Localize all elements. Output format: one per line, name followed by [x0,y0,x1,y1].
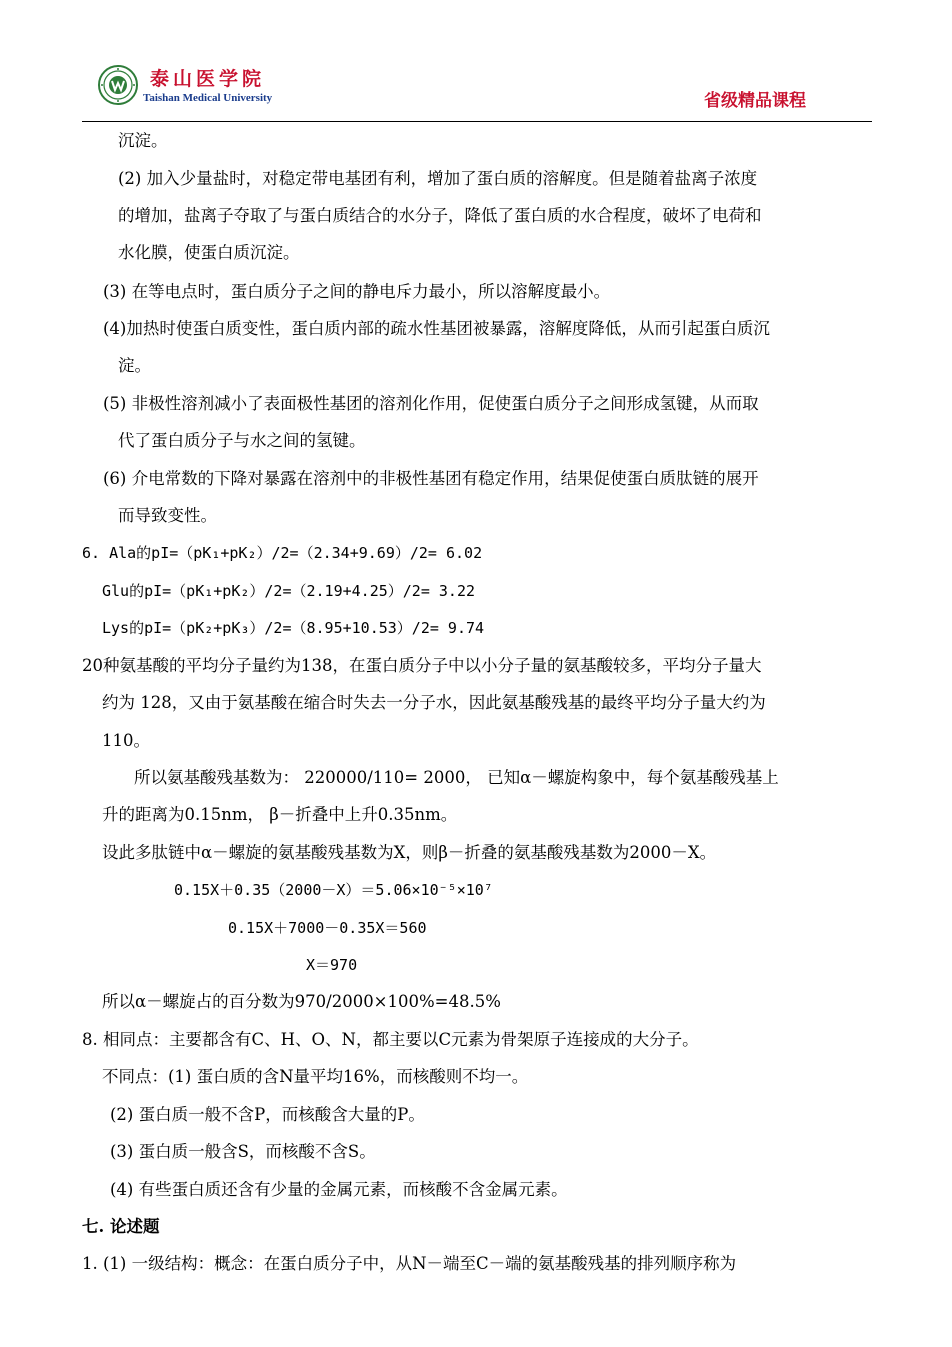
section-heading: 七. 论述题 [82,1217,160,1236]
text-line: 20种氨基酸的平均分子量约为138，在蛋白质分子中以小分子量的氨基酸较多，平均分子量大 [82,656,762,675]
text-line: 6. Ala的pI=（pK₁+pK₂）/2=（2.34+9.69）/2= 6.02 [82,544,483,562]
university-logo-icon [98,65,138,105]
school-name-en: Taishan Medical University [143,92,273,104]
equation-line: 0.15X＋0.35（2000－X）＝5.06×10⁻⁵×10⁷ [174,881,493,899]
text-line: Lys的pI=（pK₂+pK₃）/2=（8.95+10.53）/2= 9.74 [102,619,485,637]
text-line: 而导致变性。 [118,506,217,525]
text-line: 升的距离为0.15nm， β－折叠中上升0.35nm。 [102,805,458,824]
text-line: 所以α－螺旋占的百分数为970/2000×100%=48.5% [102,992,501,1011]
text-line: Glu的pI=（pK₁+pK₂）/2=（2.19+4.25）/2= 3.22 [102,582,476,600]
text-line: 约为 128，又由于氨基酸在缩合时失去一分子水，因此氨基酸残基的最终平均分子量大约为 [102,693,766,712]
text-line: (6) 介电常数的下降对暴露在溶剂中的非极性基团有稳定作用，结果促使蛋白质肽链的展开 [103,469,759,488]
page-header [0,0,952,124]
text-line: 不同点：(1) 蛋白质的含N量平均16%，而核酸则不均一。 [102,1067,529,1086]
equation-line: 0.15X＋7000－0.35X＝560 [228,919,427,937]
text-line: 淀。 [118,356,151,375]
text-line: 所以氨基酸残基数为： 220000/110= 2000， 已知α－螺旋构象中，每个氨基酸残基上 [134,768,779,787]
text-line: (3) 蛋白质一般含S，而核酸不含S。 [110,1142,376,1161]
text-line: (4) 有些蛋白质还含有少量的金属元素，而核酸不含金属元素。 [110,1180,568,1199]
course-label: 省级精品课程 [704,91,806,111]
text-line: 沉淀。 [118,131,168,150]
text-line: (3) 在等电点时，蛋白质分子之间的静电斥力最小，所以溶解度最小。 [103,282,611,301]
text-line: 8. 相同点：主要都含有C、H、O、N，都主要以C元素为骨架原子连接成的大分子。 [82,1030,699,1049]
text-line: (5) 非极性溶剂减小了表面极性基团的溶剂化作用，促使蛋白质分子之间形成氢键，从而取 [103,394,759,413]
text-line: 水化膜，使蛋白质沉淀。 [118,243,300,262]
text-line: 的增加，盐离子夺取了与蛋白质结合的水分子，降低了蛋白质的水合程度，破坏了电荷和 [118,206,762,225]
school-name-cn: 泰山医学院 [150,68,266,90]
text-line: 110。 [102,731,150,750]
equation-line: X＝970 [306,956,358,974]
header-divider [82,121,872,122]
text-line: 设此多肽链中α－螺旋的氨基酸残基数为X，则β－折叠的氨基酸残基数为2000－X。 [102,843,717,862]
text-line: 1. (1) 一级结构：概念：在蛋白质分子中，从N－端至C－端的氨基酸残基的排列顺序称为 [82,1254,737,1273]
text-line: (2) 蛋白质一般不含P，而核酸含大量的P。 [110,1105,425,1124]
text-line: 代了蛋白质分子与水之间的氢键。 [118,431,366,450]
text-line: (2) 加入少量盐时，对稳定带电基团有利，增加了蛋白质的溶解度。但是随着盐离子浓度 [118,169,758,188]
text-line: (4)加热时使蛋白质变性，蛋白质内部的疏水性基团被暴露，溶解度降低，从而引起蛋白质沉 [103,319,770,338]
